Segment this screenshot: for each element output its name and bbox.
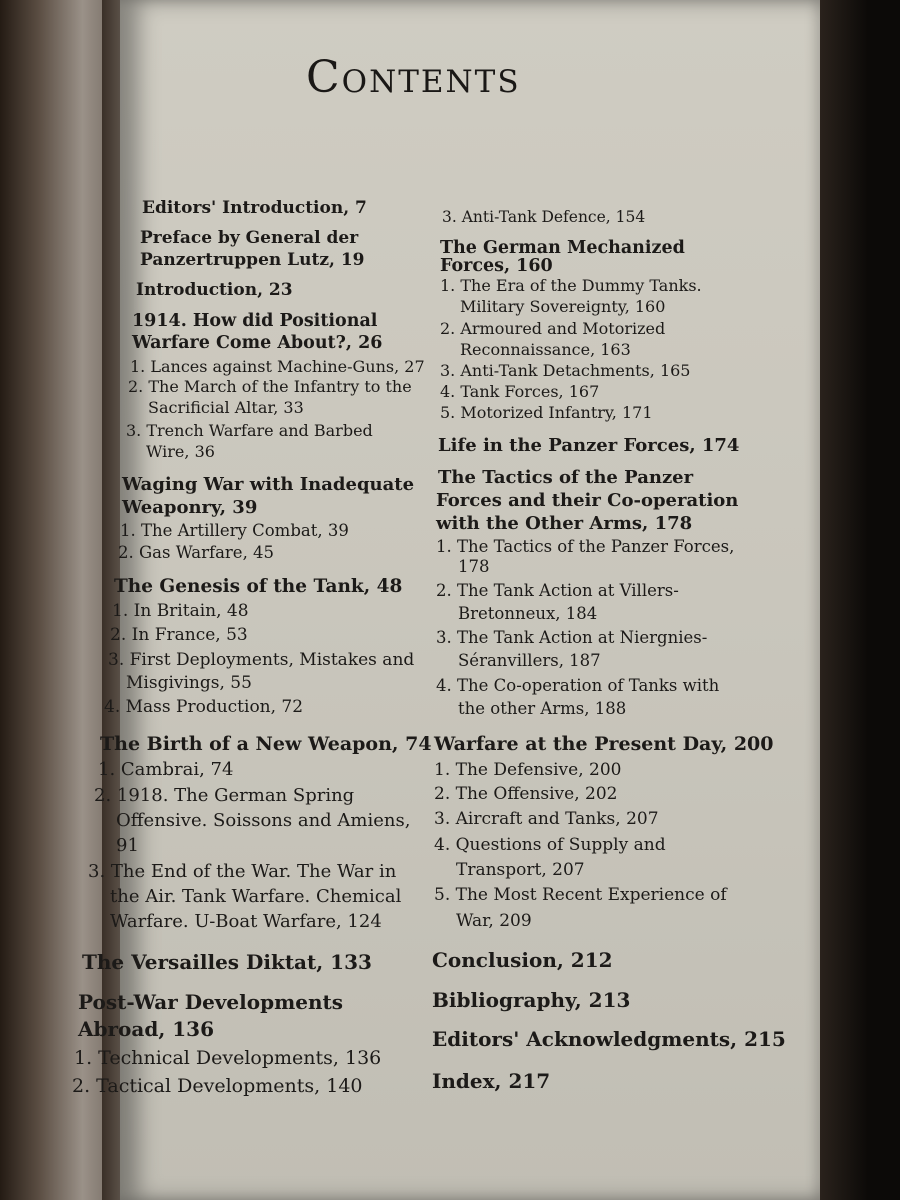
toc-1914-item1: 1. Lances against Machine-Guns, 27 (130, 357, 425, 376)
toc-birth-item3-line1: 3. The End of the War. The War in (88, 861, 397, 882)
toc-tactics-item4-line2: the other Arms, 188 (458, 699, 627, 718)
toc-german-item2-line2: Reconnaissance, 163 (460, 340, 631, 359)
toc-present-item1: 1. The Defensive, 200 (434, 760, 622, 780)
toc-postwar-line1: Post-War Developments (78, 990, 343, 1014)
toc-genesis: The Genesis of the Tank, 48 (114, 576, 403, 597)
toc-genesis-item3-line1: 3. First Deployments, Mistakes and (108, 650, 415, 670)
toc-1914-item2-line1: 2. The March of the Infantry to the (128, 377, 412, 396)
toc-tactics-item1-line1: 1. The Tactics of the Panzer Forces, (436, 537, 735, 556)
toc-genesis-item2: 2. In France, 53 (110, 625, 248, 645)
toc-genesis-item1: 1. In Britain, 48 (112, 601, 249, 621)
toc-german-item3: 3. Anti-Tank Detachments, 165 (440, 361, 691, 380)
toc-present-item4-line2: Transport, 207 (456, 860, 585, 880)
toc-waging-line2: Weaponry, 39 (122, 497, 258, 518)
toc-birth-item3-line3: Warfare. U-Boat Warfare, 124 (110, 911, 382, 932)
toc-editors-acknowledgments: Editors' Acknowledgments, 215 (432, 1027, 786, 1051)
contents-page (72, 0, 820, 1200)
page-title: Contents (306, 52, 521, 103)
toc-present-item5-line1: 5. The Most Recent Experience of (434, 885, 727, 905)
toc-waging-item2: 2. Gas Warfare, 45 (118, 543, 275, 562)
toc-introduction: Introduction, 23 (136, 280, 293, 300)
toc-tactics-item2-line2: Bretonneux, 184 (458, 604, 598, 623)
toc-german-item5: 5. Motorized Infantry, 171 (440, 403, 653, 422)
toc-german-line2: Forces, 160 (440, 256, 553, 276)
toc-birth-item1: 1. Cambrai, 74 (98, 759, 234, 780)
toc-present-item4-line1: 4. Questions of Supply and (434, 835, 666, 855)
toc-1914-item3-line2: Wire, 36 (146, 442, 215, 461)
toc-birth-item3-line2: the Air. Tank Warfare. Chemical (110, 886, 402, 907)
toc-life-panzer: Life in the Panzer Forces, 174 (438, 435, 740, 456)
toc-tactics-item1-line2: 178 (458, 557, 490, 576)
toc-1914-item2-line2: Sacrificial Altar, 33 (148, 398, 304, 417)
toc-tactics-item3-line1: 3. The Tank Action at Niergnies- (436, 628, 708, 647)
toc-birth: The Birth of a New Weapon, 74 (100, 733, 432, 755)
toc-genesis-item4: 4. Mass Production, 72 (104, 697, 304, 717)
toc-bibliography: Bibliography, 213 (432, 988, 631, 1012)
toc-preface-line2: Panzertruppen Lutz, 19 (140, 250, 365, 270)
toc-waging-item1: 1. The Artillery Combat, 39 (120, 521, 349, 540)
background-right (820, 0, 900, 1200)
toc-birth-item2-line1: 2. 1918. The German Spring (94, 785, 355, 806)
toc-postwar-item2: 2. Tactical Developments, 140 (72, 1075, 363, 1097)
toc-1914-line2: Warfare Come About?, 26 (132, 333, 383, 353)
toc-preface-line1: Preface by General der (140, 228, 359, 248)
toc-german-item1-line1: 1. The Era of the Dummy Tanks. (440, 276, 702, 295)
toc-german-item4: 4. Tank Forces, 167 (440, 382, 600, 401)
toc-present-day: Warfare at the Present Day, 200 (434, 733, 774, 755)
toc-tactics-item2-line1: 2. The Tank Action at Villers- (436, 581, 679, 600)
toc-editors-introduction: Editors' Introduction, 7 (142, 198, 367, 218)
toc-present-item3: 3. Aircraft and Tanks, 207 (434, 809, 659, 829)
toc-tactics-line3: with the Other Arms, 178 (436, 513, 693, 534)
toc-postwar-item1: 1. Technical Developments, 136 (74, 1047, 382, 1069)
toc-german-item2-line1: 2. Armoured and Motorized (440, 319, 666, 338)
toc-genesis-item3-line2: Misgivings, 55 (126, 673, 252, 693)
toc-1914-item3-line1: 3. Trench Warfare and Barbed (126, 421, 373, 440)
toc-1914-line1: 1914. How did Positional (132, 311, 378, 331)
toc-tactics-line2: Forces and their Co-operation (436, 490, 739, 511)
toc-birth-item2-line2: Offensive. Soissons and Amiens, (116, 810, 411, 831)
toc-present-item5-line2: War, 209 (456, 911, 532, 931)
toc-anti-tank-defence: 3. Anti-Tank Defence, 154 (442, 208, 646, 226)
toc-tactics-item4-line1: 4. The Co-operation of Tanks with (436, 676, 720, 695)
toc-tactics-item3-line2: Séranvillers, 187 (458, 651, 601, 670)
toc-index: Index, 217 (432, 1069, 551, 1093)
toc-german-item1-line2: Military Sovereignty, 160 (460, 297, 666, 316)
toc-postwar-line2: Abroad, 136 (78, 1017, 214, 1041)
toc-waging-line1: Waging War with Inadequate (122, 474, 415, 495)
toc-conclusion: Conclusion, 212 (432, 948, 613, 972)
toc-tactics-line1: The Tactics of the Panzer (438, 467, 694, 488)
toc-versailles: The Versailles Diktat, 133 (82, 950, 372, 974)
toc-german-line1: The German Mechanized (440, 238, 685, 258)
toc-birth-item2-line3: 91 (116, 835, 139, 856)
toc-present-item2: 2. The Offensive, 202 (434, 784, 618, 804)
